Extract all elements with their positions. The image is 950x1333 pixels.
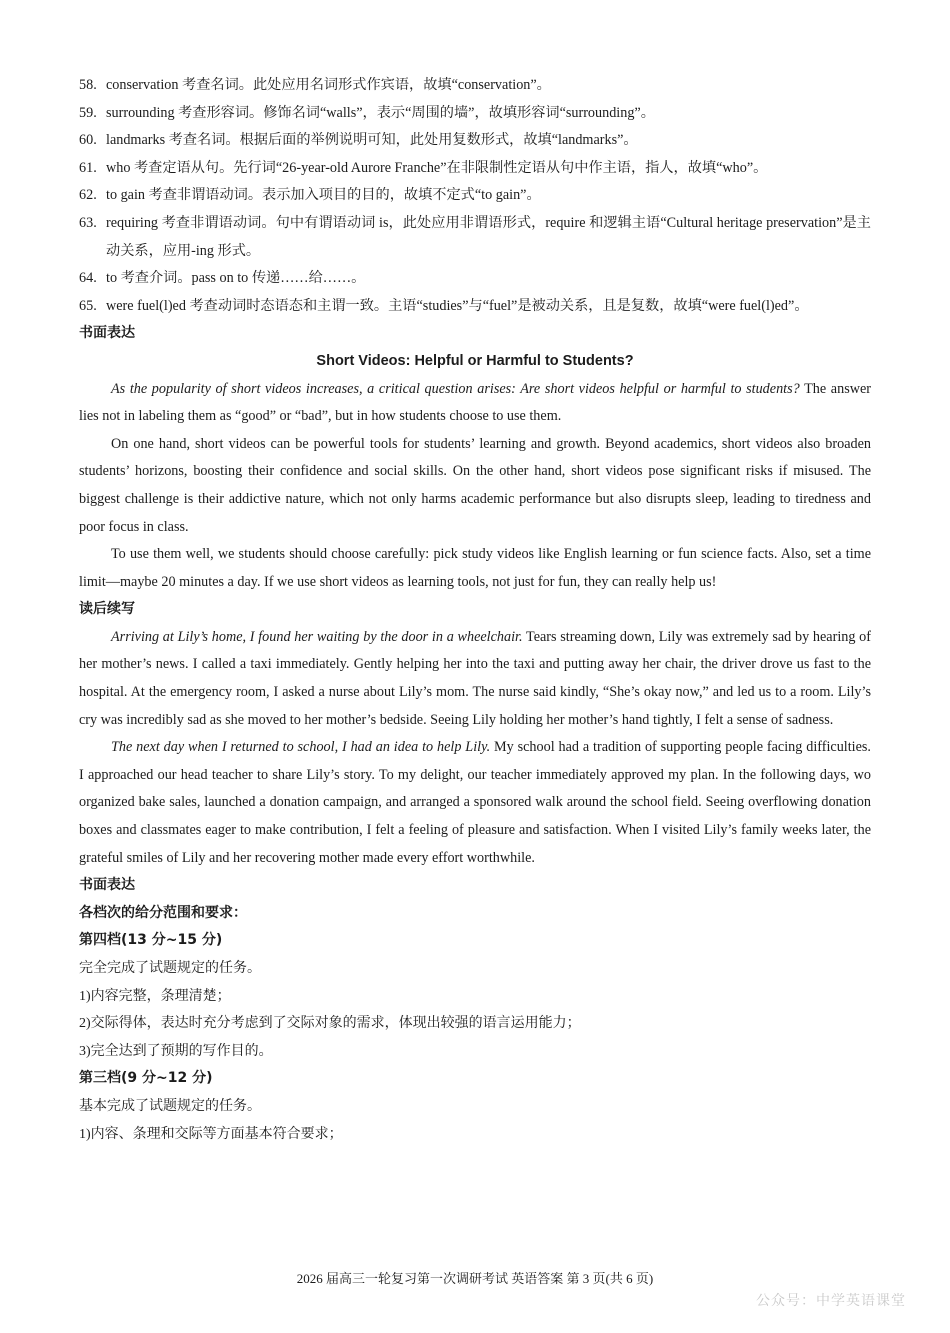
tier-4-point-2: 2)交际得体，表达时充分考虑到了交际对象的需求，体现出较强的语言运用能力； — [79, 1016, 581, 1032]
answer-item-63 — [79, 210, 871, 265]
tier-3-heading: 第三档(9 分~12 分) — [79, 1070, 213, 1087]
answer-item-62 — [79, 182, 871, 210]
page-footer: 2026 届高三一轮复习第一次调研考试 英语答案 第 3 页(共 6 页) — [296, 1271, 654, 1286]
answer-item-65 — [79, 293, 871, 321]
item-number: 58. — [79, 77, 97, 93]
watermark: 公众号：中学英语课堂 — [756, 1293, 906, 1309]
section-heading-continuation: 读后续写 — [79, 601, 135, 618]
essay-opening-italic: As the popularity of short videos increases, a critical question arises: Are short videos helpful or harmful to students? — [111, 380, 800, 397]
item-text: conservation 考查名词。此处应用名词形式作宾语，故填“conservation”。 — [106, 77, 551, 93]
continuation-opening-italic: Arriving at Lily’s home, I found her waiting by the door in a wheelchair. — [111, 628, 523, 645]
tier-4-point-1: 1)内容完整，条理清楚； — [79, 988, 231, 1004]
tier-4-point-3: 3)完全达到了预期的写作目的。 — [79, 1043, 273, 1059]
answer-item-59 — [79, 100, 871, 128]
item-number: 64. — [79, 270, 97, 287]
section-heading-scoring: 书面表达 — [79, 877, 135, 894]
tier-4-description: 完全完成了试题规定的任务。 — [79, 961, 261, 976]
answer-item-64 — [79, 265, 871, 293]
scoring-subheading: 各档次的给分范围和要求： — [79, 904, 247, 921]
answer-item-58 — [79, 72, 871, 100]
item-text: requiring 考查非谓语动词。句中有谓语动词 is，此处应用非谓语形式，require 和逻辑主语“Cultural heritage preservation”是主动关系，应用-ing 形式。 — [106, 214, 871, 259]
essay-paragraph-2: On one hand, short videos can be powerful tools for students’ learning and growth. Beyond academics, short videos also broaden students’ horizons, boosting their confidence and social skills. On the other hand, short videos pose significant risks if misused. The biggest challenge is their addictive nature, which not only harms academic performance but also disrupts sleep, leading to tiredness and poor focus in class. — [79, 435, 871, 535]
item-text: surrounding 考查形容词。修饰名词“walls”，表示“周围的墙”，故填形容词“surrounding”。 — [106, 104, 655, 121]
item-text: to gain 考查非谓语动词。表示加入项目的目的，故填不定式“to gain”。 — [106, 187, 541, 204]
item-text: landmarks 考查名词。根据后面的举例说明可知，此处用复数形式，故填“landmarks”。 — [106, 132, 638, 149]
tier-3-description: 基本完成了试题规定的任务。 — [79, 1098, 261, 1114]
tier-3-point-1: 1)内容、条理和交际等方面基本符合要求； — [79, 1126, 343, 1142]
continuation-paragraph-text: Tears streaming down, Lily was extremely sad by hearing of her mother’s news. I called a taxi immediately. Gently helping her into the taxi and putting away her chair, the driver drove us fast to the hospital. At the emergency room, I asked a nurse about Lily’s mom. The nurse said kindly, “She’s okay now,” and led us to a room. Lily’s cry was incredibly sad as she moved to her mother’s bedside. Seeing Lily holding her mother’s hand tightly, I felt a sense of sadness. — [79, 628, 871, 728]
essay-paragraph-1 — [79, 376, 871, 431]
item-number: 59. — [79, 104, 97, 121]
answer-item-61 — [79, 155, 871, 183]
continuation-paragraph-text: My school had a tradition of supporting people facing difficulties. I approached our head teacher to share Lily’s story. To my delight, our teacher immediately approved my plan. In the following days, wo organized bake sales, launched a donation campaign, and arranged a sponsored walk around the school field. Seeing overflowing donation boxes and classmates eager to make contribution, I felt a feeling of pleasure and satisfaction. When I visited Lily’s family weeks later, the grateful smiles of Lily and her recovering mother made every effort worthwhile. — [79, 739, 871, 866]
item-number: 60. — [79, 132, 97, 149]
item-text: who 考查定语从句。先行词“26-year-old Aurore Franche”在非限制性定语从句中作主语，指人，故填“who”。 — [106, 159, 768, 176]
item-number: 65. — [79, 297, 97, 314]
essay-title: Short Videos: Helpful or Harmful to Students? — [316, 352, 634, 369]
essay-paragraph-3: To use them well, we students should choose carefully: pick study videos like English learning or fun science facts. Also, set a time limit—maybe 20 minutes a day. If we use short videos as learning tools, not just for fun, they can really help us! — [79, 546, 871, 590]
item-number: 61. — [79, 159, 97, 176]
tier-4-heading: 第四档(13 分~15 分) — [79, 932, 223, 949]
section-heading-writing: 书面表达 — [79, 325, 135, 342]
item-number: 63. — [79, 214, 97, 231]
answer-item-60 — [79, 127, 871, 155]
page-content — [79, 72, 871, 1148]
continuation-opening-italic: The next day when I returned to school, I had an idea to help Lily. — [111, 739, 491, 756]
essay-paragraph-text: The answer lies not in labeling them as “good” or “bad”, but in how students choose to use them. — [79, 380, 871, 425]
item-text: to 考查介词。pass on to 传递……给……。 — [106, 270, 366, 287]
continuation-paragraph-1 — [79, 624, 871, 734]
continuation-paragraph-2 — [79, 734, 871, 872]
item-number: 62. — [79, 187, 97, 204]
item-text: were fuel(l)ed 考查动词时态语态和主谓一致。主语“studies”与“fuel”是被动关系，且是复数，故填“were fuel(l)ed”。 — [106, 297, 809, 314]
